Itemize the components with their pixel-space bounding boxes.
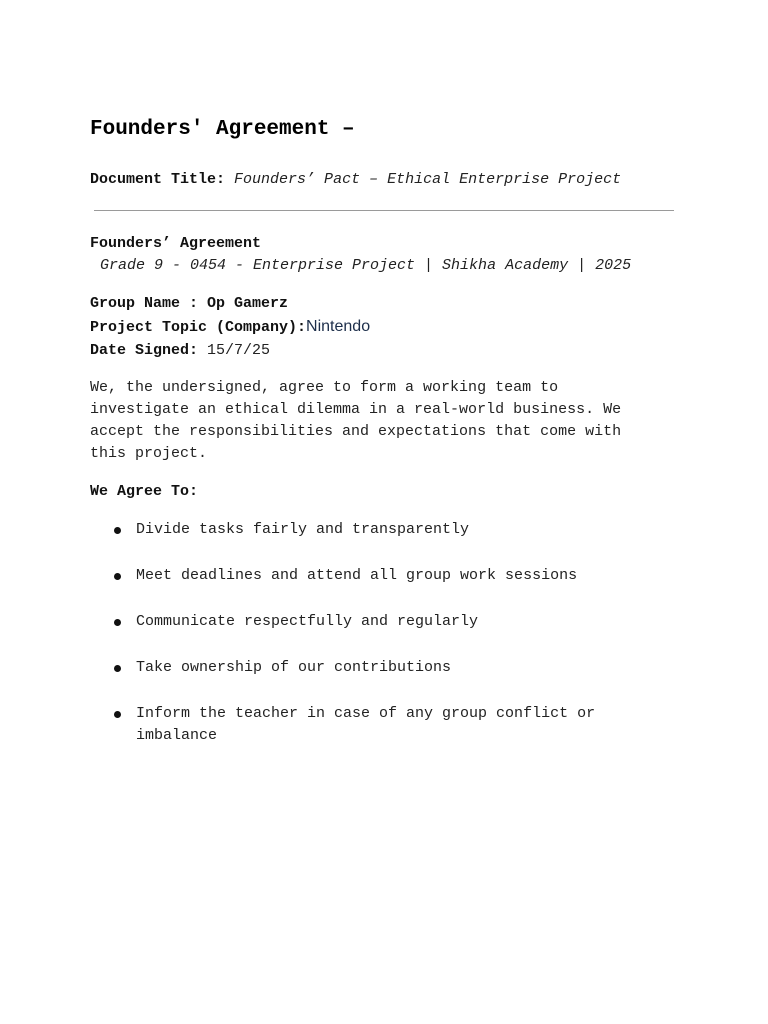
list-item-text: Communicate respectfully and regularly bbox=[136, 613, 479, 630]
bullet-icon bbox=[114, 527, 121, 534]
document-heading: Founders' Agreement – bbox=[90, 118, 355, 141]
list-item-text: imbalance bbox=[136, 727, 218, 744]
section-subtitle: Grade 9 - 0454 - Enterprise Project | Shikha Academy | 2025 bbox=[100, 257, 632, 274]
horizontal-divider bbox=[94, 210, 674, 211]
list-item bbox=[90, 703, 690, 747]
list-item bbox=[90, 519, 690, 541]
paragraph-line: this project. bbox=[90, 445, 208, 462]
list-item-text: Divide tasks fairly and transparently bbox=[136, 521, 470, 538]
list-item bbox=[90, 657, 690, 679]
list-item bbox=[90, 611, 690, 633]
document-title-label: Document Title: bbox=[90, 171, 226, 188]
project-topic-value: Nintendo bbox=[306, 318, 371, 335]
bullet-icon bbox=[114, 665, 121, 672]
paragraph-line: investigate an ethical dilemma in a real-world business. We bbox=[90, 401, 622, 418]
paragraph-line: We, the undersigned, agree to form a working team to bbox=[90, 379, 559, 396]
bullet-icon bbox=[114, 573, 121, 580]
date-signed-label: Date Signed: bbox=[90, 342, 199, 359]
bullet-icon bbox=[114, 619, 121, 626]
date-signed-row bbox=[90, 340, 270, 362]
project-topic-row bbox=[90, 316, 370, 339]
agree-heading: We Agree To: bbox=[90, 483, 199, 500]
date-signed-value: 15/7/25 bbox=[207, 342, 271, 359]
document-title-value: Founders’ Pact – Ethical Enterprise Project bbox=[234, 171, 622, 188]
list-item-text: Inform the teacher in case of any group conflict or bbox=[136, 705, 596, 722]
project-topic-label: Project Topic (Company): bbox=[90, 319, 307, 336]
document-title-row bbox=[90, 169, 621, 191]
list-item-text: Meet deadlines and attend all group work sessions bbox=[136, 567, 578, 584]
list-item bbox=[90, 565, 690, 587]
agreement-list bbox=[90, 519, 690, 771]
list-item-text: Take ownership of our contributions bbox=[136, 659, 452, 676]
bullet-icon bbox=[114, 711, 121, 718]
paragraph-line: accept the responsibilities and expectations that come with bbox=[90, 423, 622, 440]
intro-paragraph bbox=[90, 377, 680, 465]
group-name: Group Name : Op Gamerz bbox=[90, 295, 289, 312]
section-title: Founders’ Agreement bbox=[90, 235, 262, 252]
